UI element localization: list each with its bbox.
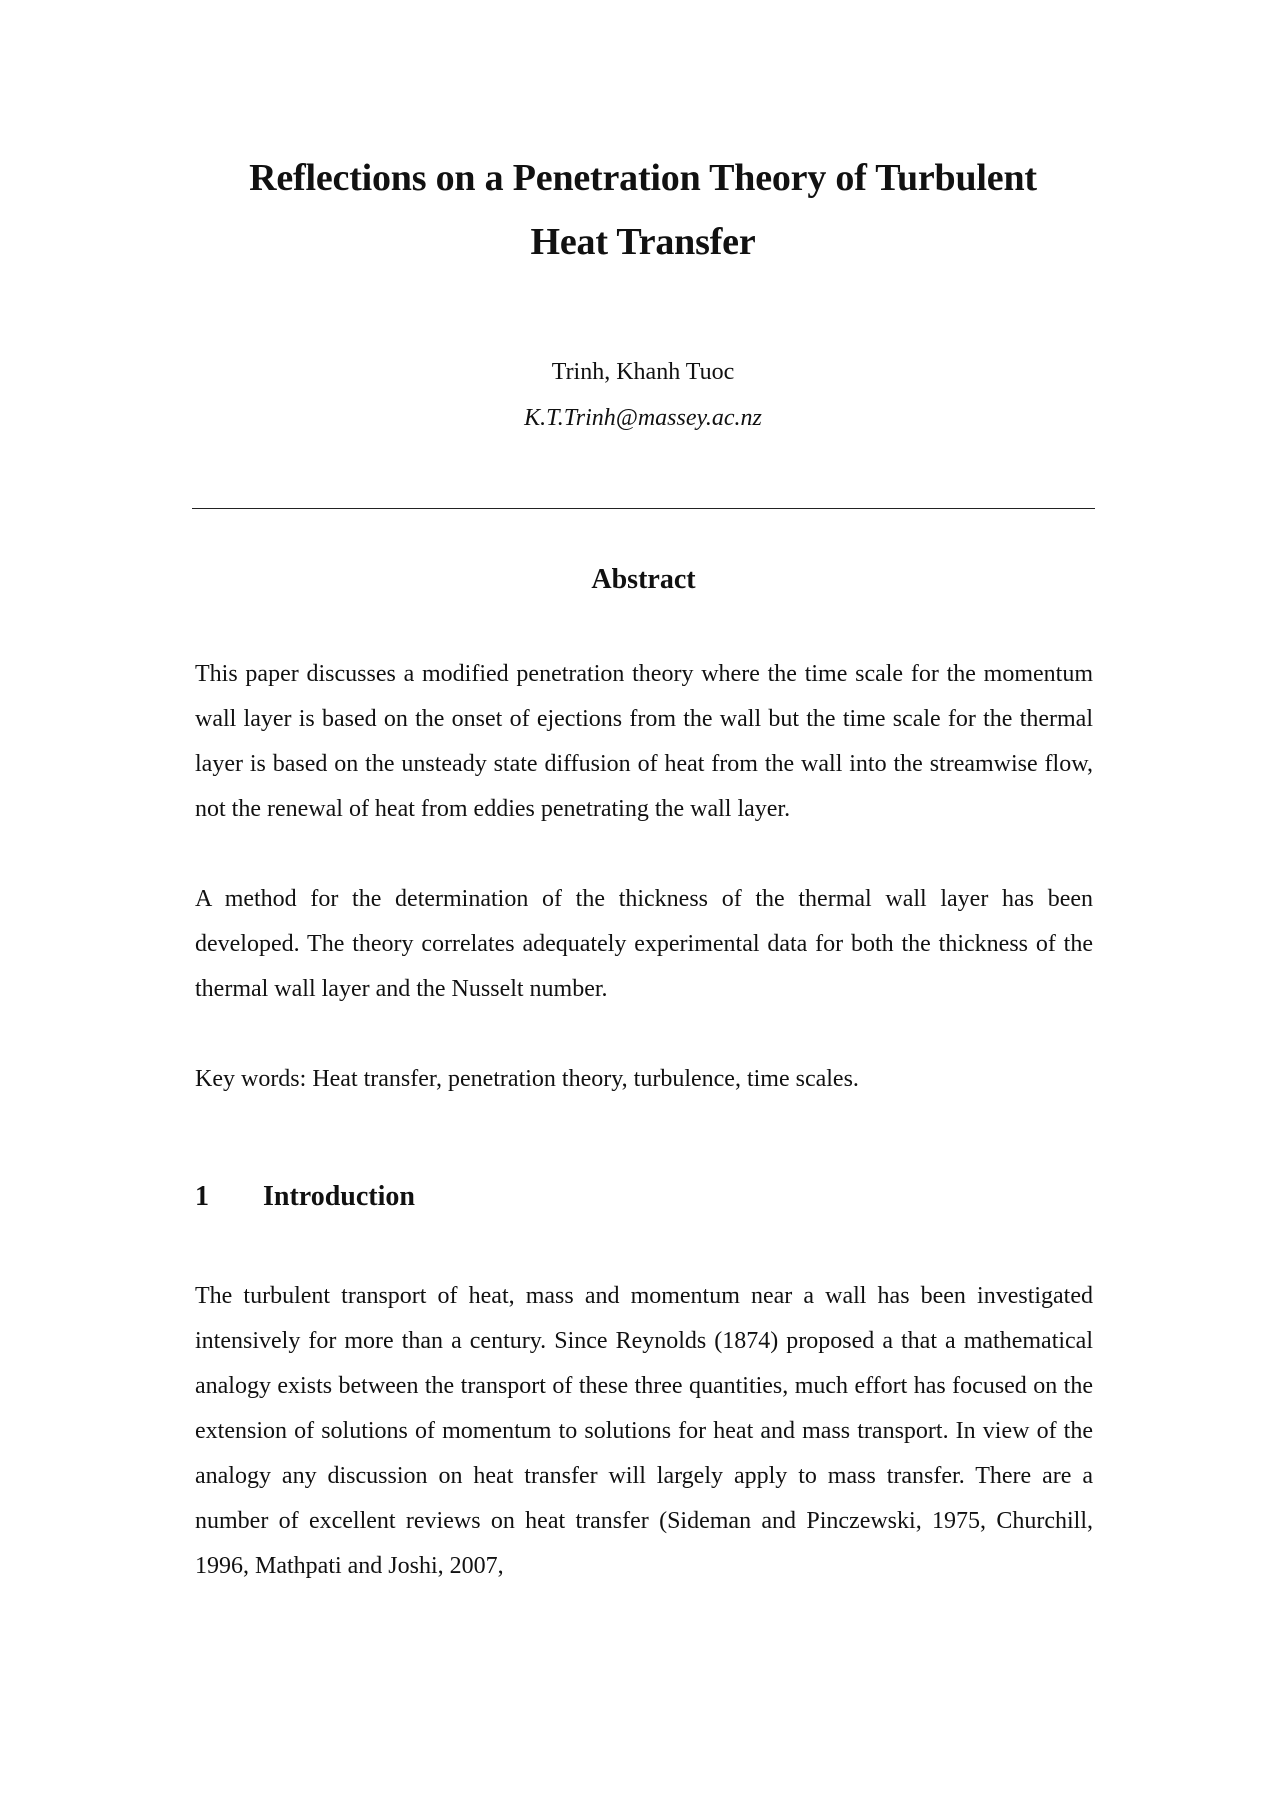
abstract-heading: Abstract	[591, 564, 696, 595]
paper-title-line2: Heat Transfer	[530, 221, 756, 263]
author-email: K.T.Trinh@massey.ac.nz	[524, 405, 762, 431]
introduction-paragraph-1: The turbulent transport of heat, mass and momentum near a wall has been investigated intensively for more than a century. Since Reynolds (1874) proposed a that a mathematical analogy exists between the transport of these three quantities, much effort has focused on the extension of solutions of momentum to solutions for heat and mass transport. In view of the analogy any discussion on heat transfer will largely apply to mass transfer. There are a number of excellent reviews on heat transfer (Sideman and Pinczewski, 1975, Churchill, 1996, Mathpati and Joshi, 2007,	[195, 1283, 1093, 1579]
abstract-paragraph-1: This paper discusses a modified penetration theory where the time scale for the momentum wall layer is based on the onset of ejections from the wall but the time scale for the thermal layer is based on the unsteady state diffusion of heat from the wall into the streamwise flow, not the renewal of heat from eddies penetrating the wall layer.	[195, 661, 1093, 822]
section-heading-introduction	[195, 1177, 415, 1217]
section-number: 1	[195, 1181, 209, 1212]
header-divider	[192, 508, 1095, 509]
keywords: Key words: Heat transfer, penetration theory, turbulence, time scales.	[195, 1066, 859, 1092]
author-name: Trinh, Khanh Tuoc	[551, 359, 735, 385]
paper-title	[160, 146, 1126, 274]
paper-title-line1: Reflections on a Penetration Theory of Turbulent	[249, 157, 1037, 199]
section-title: Introduction	[263, 1181, 415, 1212]
abstract-paragraph-2: A method for the determination of the thickness of the thermal wall layer has been developed. The theory correlates adequately experimental data for both the thickness of the thermal wall layer and the Nusselt number.	[195, 886, 1093, 1002]
